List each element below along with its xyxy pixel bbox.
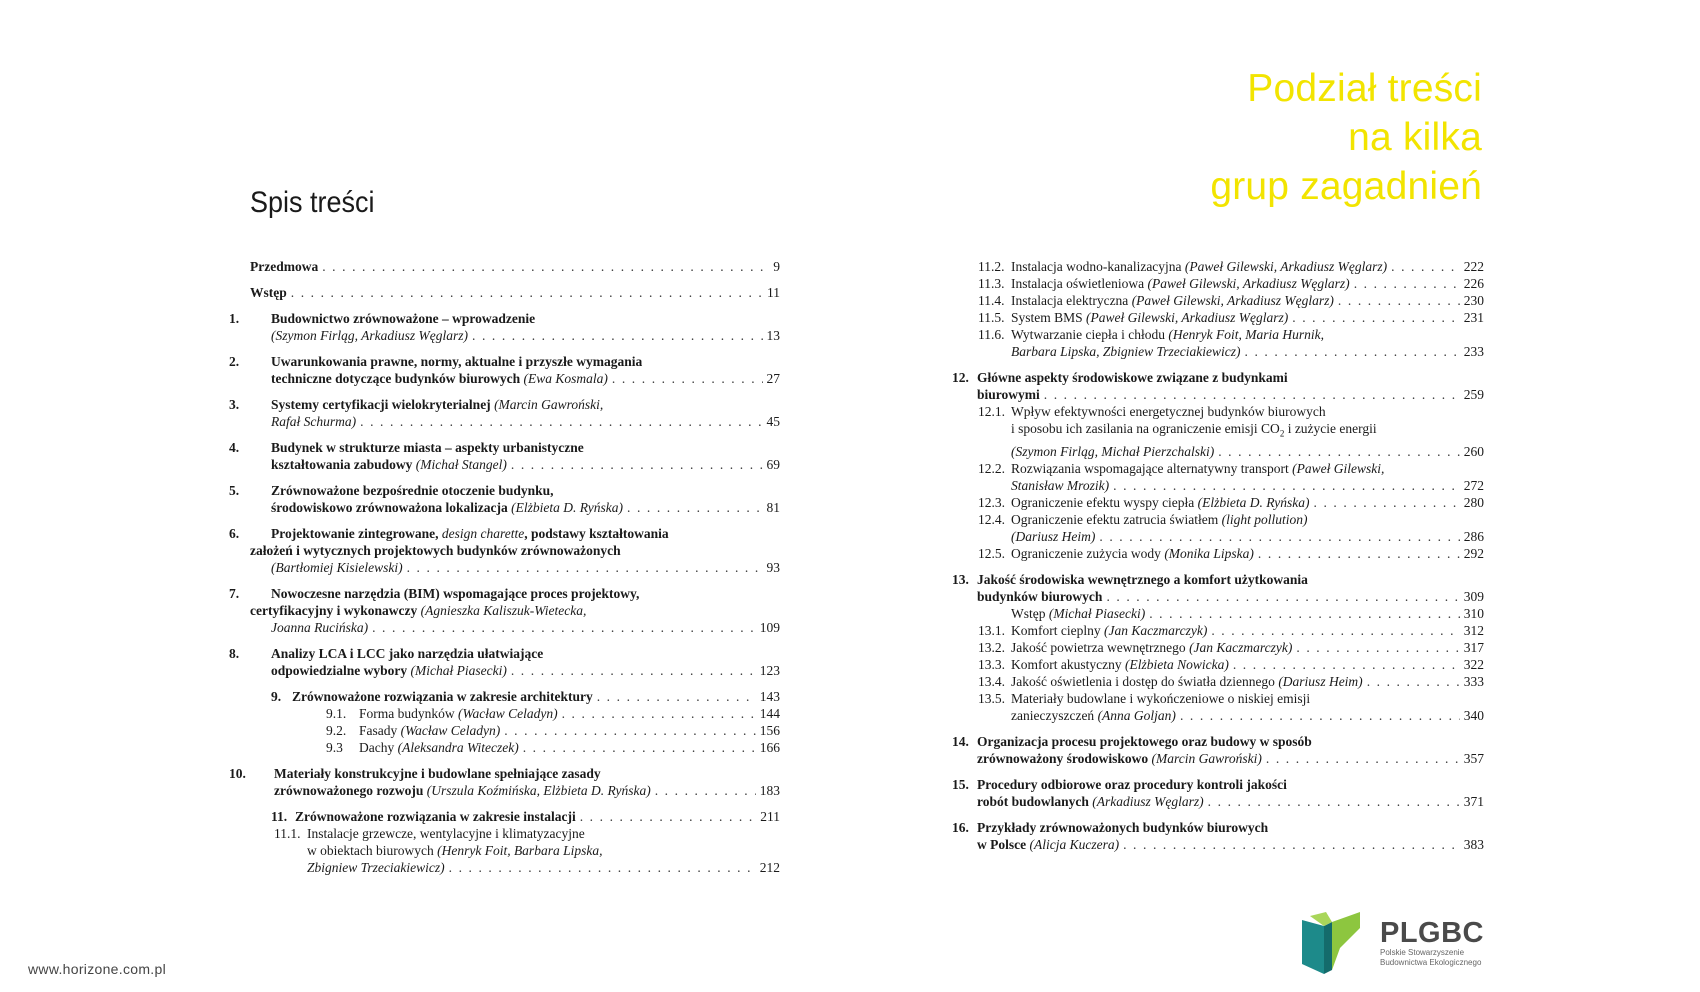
toc-entry-13-3[interactable]: 13.3. Komfort akustyczny (Elżbieta Nowicka) . . . 322 xyxy=(952,656,1484,673)
toc-entry-6[interactable]: 6. Projektowanie zintegrowane, design charette, podstawy kształtowania założeń i wytycznych projektowych budynków zrównoważonych (Bartłomiej Kisielewski) . . . 93 xyxy=(250,525,780,576)
toc-entry-15[interactable]: 15. Procedury odbiorowe oraz procedury kontroli jakości robót budowlanych (Arkadiusz Węglarz) . . . 371 xyxy=(952,776,1484,810)
plgbc-logo xyxy=(1302,912,1484,974)
toc-entry-12-4[interactable]: 12.4. Ograniczenie efektu zatrucia światłem (light pollution) (Dariusz Heim) . . . 286 xyxy=(952,511,1484,545)
toc-entry-10[interactable]: 10. Materiały konstrukcyjne i budowlane spełniające zasady zrównoważonego rozwoju (Urszula Koźmińska, Elżbieta D. Ryńska) . . . 183 xyxy=(250,765,780,799)
toc-entry-13-4[interactable]: 13.4. Jakość oświetlenia i dostęp do światła dziennego (Dariusz Heim) . . . 333 xyxy=(952,673,1484,690)
toc-right-column xyxy=(952,258,1484,862)
headline-line-2: na kilka xyxy=(1348,116,1482,159)
toc-entry-9[interactable]: 9. Zrównoważone rozwiązania w zakresie architektury . . . 143 xyxy=(250,688,780,705)
toc-entry-7[interactable]: 7. Nowoczesne narzędzia (BIM) wspomagające proces projektowy, certyfikacyjny i wykonawczy (Agnieszka Kaliszuk-Wietecka, Joanna Rucińska) . . . 109 xyxy=(250,585,780,636)
toc-entry-13-5[interactable]: 13.5. Materiały budowlane i wykończeniowe o niskiej emisji zanieczyszczeń (Anna Goljan) . . . 340 xyxy=(952,690,1484,724)
toc-left-column xyxy=(229,258,780,876)
logo-subtitle-1: Polskie Stowarzyszenie xyxy=(1380,948,1465,957)
toc-entry-11-4[interactable]: 11.4. Instalacja elektryczna (Paweł Gilewski, Arkadiusz Węglarz) . . . 230 xyxy=(952,292,1484,309)
toc-entry-12[interactable]: 12. Główne aspekty środowiskowe związane z budynkami biurowymi . . . 259 xyxy=(952,369,1484,403)
toc-entry-wstep[interactable]: Wstęp . . . 11 xyxy=(250,284,780,301)
toc-entry-12-3[interactable]: 12.3. Ograniczenie efektu wyspy ciepła (Elżbieta D. Ryńska) . . . 280 xyxy=(952,494,1484,511)
toc-entry-11-2[interactable]: 11.2. Instalacja wodno-kanalizacyjna (Paweł Gilewski, Arkadiusz Węglarz) . . . 222 xyxy=(952,258,1484,275)
toc-entry-11-3[interactable]: 11.3. Instalacja oświetleniowa (Paweł Gilewski, Arkadiusz Węglarz) . . . 226 xyxy=(952,275,1484,292)
toc-entry-9-1[interactable]: 9.1. Forma budynków (Wacław Celadyn) . . . 144 xyxy=(250,705,780,722)
logo-subtitle-2: Budownictwa Ekologicznego xyxy=(1380,958,1482,967)
toc-entry-przedmowa[interactable]: Przedmowa . . . 9 xyxy=(250,258,780,275)
toc-entry-12-5[interactable]: 12.5. Ograniczenie zużycia wody (Monika Lipska) . . . 292 xyxy=(952,545,1484,562)
toc-entry-3[interactable]: 3. Systemy certyfikacji wielokryterialnej (Marcin Gawroński, Rafał Schurma) . . . 45 xyxy=(250,396,780,430)
toc-entry-11-5[interactable]: 11.5. System BMS (Paweł Gilewski, Arkadiusz Węglarz) . . . 231 xyxy=(952,309,1484,326)
toc-entry-1[interactable]: 1. Budownictwo zrównoważone – wprowadzenie (Szymon Firląg, Arkadiusz Węglarz) . . . 13 xyxy=(250,310,780,344)
toc-entry-11[interactable]: 11. Zrównoważone rozwiązania w zakresie instalacji . . . 211 xyxy=(250,808,780,825)
toc-entry-11-1[interactable]: 11.1. Instalacje grzewcze, wentylacyjne i klimatyzacyjne w obiektach biurowych (Henryk Foit, Barbara Lipska, Zbigniew Trzeciakiewicz) . . . 212 xyxy=(250,825,780,876)
plgbc-leaf-icon xyxy=(1302,912,1360,974)
toc-entry-16[interactable]: 16. Przykłady zrównoważonych budynków biurowych w Polsce (Alicja Kuczera) . . . 383 xyxy=(952,819,1484,853)
toc-entry-8[interactable]: 8. Analizy LCA i LCC jako narzędzia ułatwiające odpowiedzialne wybory (Michał Piasecki) . . . 123 xyxy=(250,645,780,679)
toc-entry-2[interactable]: 2. Uwarunkowania prawne, normy, aktualne i przyszłe wymagania techniczne dotyczące budynków biurowych (Ewa Kosmala) . . . 27 xyxy=(250,353,780,387)
headline-line-1: Podział treści xyxy=(1247,67,1482,110)
toc-entry-11-6[interactable]: 11.6. Wytwarzanie ciepła i chłodu (Henryk Foit, Maria Hurnik, Barbara Lipska, Zbigniew Trzeciakiewicz) . . . 233 xyxy=(952,326,1484,360)
toc-entry-9-3[interactable]: 9.3 Dachy (Aleksandra Witeczek) . . . 166 xyxy=(250,739,780,756)
toc-entry-13[interactable]: 13. Jakość środowiska wewnętrznego a komfort użytkowania budynków biurowych . . . 309 xyxy=(952,571,1484,605)
logo-name: PLGBC xyxy=(1380,917,1484,949)
page-title: Spis treści xyxy=(250,186,375,219)
toc-entry-12-2[interactable]: 12.2. Rozwiązania wspomagające alternatywny transport (Paweł Gilewski, Stanisław Mrozik) . . . 272 xyxy=(952,460,1484,494)
toc-entry-13-wstep[interactable]: Wstęp (Michał Piasecki) . . . 310 xyxy=(952,605,1484,622)
toc-entry-5[interactable]: 5. Zrównoważone bezpośrednie otoczenie budynku, środowiskowo zrównoważona lokalizacja (Elżbieta D. Ryńska) . . . 81 xyxy=(250,482,780,516)
toc-entry-14[interactable]: 14. Organizacja procesu projektowego oraz budowy w sposób zrównoważony środowiskowo (Marcin Gawroński) . . . 357 xyxy=(952,733,1484,767)
headline-line-3: grup zagadnień xyxy=(1210,165,1482,208)
toc-entry-12-1[interactable]: 12.1. Wpływ efektywności energetycznej budynków biurowych i sposobu ich zasilania na ograniczenie emisji $CO_2$ i zużycie energii (Szymon Firląg, Michał Pierzchalski) . . . 260 xyxy=(952,403,1484,460)
headline xyxy=(1210,64,1482,211)
toc-entry-4[interactable]: 4. Budynek w strukturze miasta – aspekty urbanistyczne kształtowania zabudowy (Michał Stangel) . . . 69 xyxy=(250,439,780,473)
toc-entry-9-2[interactable]: 9.2. Fasady (Wacław Celadyn) . . . 156 xyxy=(250,722,780,739)
toc-entry-13-1[interactable]: 13.1. Komfort cieplny (Jan Kaczmarczyk) . . . 312 xyxy=(952,622,1484,639)
footer-url[interactable]: www.horizone.com.pl xyxy=(28,961,166,977)
toc-entry-13-2[interactable]: 13.2. Jakość powietrza wewnętrznego (Jan Kaczmarczyk) . . . 317 xyxy=(952,639,1484,656)
